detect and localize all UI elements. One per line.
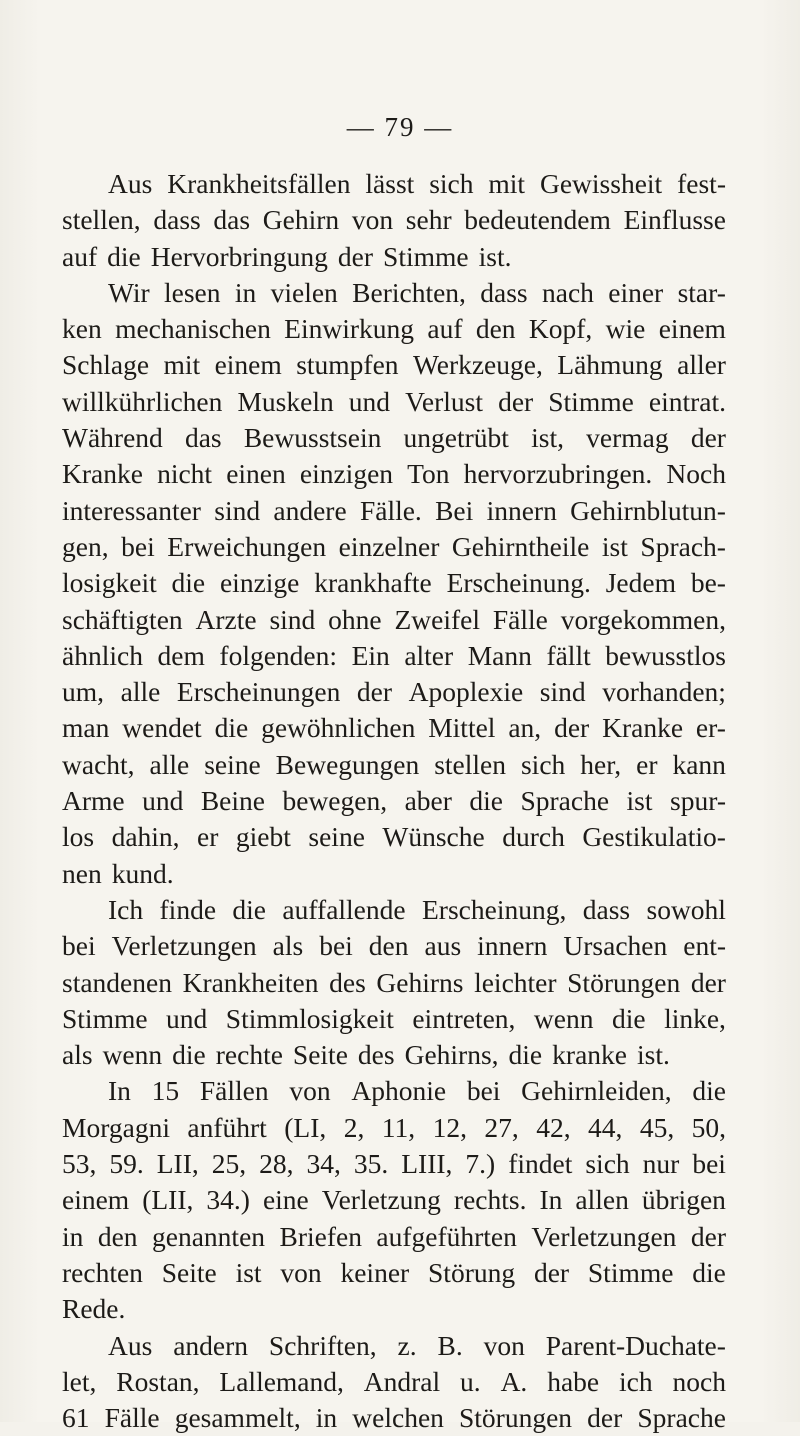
text-line: Aus Krankheitsfällen lässt sich mit Gewissheit fest- (108, 168, 726, 199)
text-line: um, alle Erscheinungen der Apoplexie sind vorhanden; (62, 676, 726, 708)
text-line: los dahin, er giebt seine Wünsche durch Gestikulatio- (62, 821, 726, 853)
text-line: standenen Krankheiten des Gehirns leichter Störungen der (62, 966, 726, 998)
text-line: let, Rostan, Lallemand, Andral u. A. habe ich noch (62, 1365, 726, 1397)
text-line: Kranke nicht einen einzigen Ton hervorzubringen. Noch (62, 458, 726, 490)
text-line: Schlage mit einem stumpfen Werkzeuge, Lähmung aller (62, 349, 726, 381)
text-line: Wir lesen in vielen Berichten, dass nach einer star- (108, 276, 726, 308)
text-line: in den genannten Briefen aufgeführten Verletzungen der (62, 1220, 726, 1252)
text-line: interessanter sind andere Fälle. Bei innern Gehirnblutun- (62, 494, 726, 526)
text-line: In 15 Fällen von Aphonie bei Gehirnleiden, die (108, 1075, 726, 1107)
text-line: Rede. (62, 1293, 126, 1325)
text-line: 61 Fälle gesammelt, in welchen Störungen der Sprache (62, 1402, 726, 1434)
text-line: rechten Seite ist von keiner Störung der Stimme die (62, 1256, 726, 1288)
text-line: auf die Hervorbringung der Stimme ist. (62, 240, 512, 272)
text-line: losigkeit die einzige krankhafte Erscheinung. Jedem be- (62, 567, 726, 599)
text-line: ken mechanischen Einwirkung auf den Kopf, wie einem (62, 313, 726, 345)
text-line: schäftigten Arzte sind ohne Zweifel Fälle vorgekommen, (62, 603, 726, 635)
text-line: Morgagni anführt (LI, 2, 11, 12, 27, 42, 44, 45, 50, (62, 1111, 726, 1143)
text-line: man wendet die gewöhnlichen Mittel an, der Kranke er- (62, 712, 726, 744)
text-line: 53, 59. LII, 25, 28, 34, 35. LIII, 7.) findet sich nur bei (62, 1148, 726, 1180)
text-line: nen kund. (62, 857, 174, 889)
text-line: wacht, alle seine Bewegungen stellen sich her, er kann (62, 748, 726, 780)
text-line: Stimme und Stimmlosigkeit eintreten, wenn die linke, (62, 1002, 726, 1034)
text-line: Während das Bewusstsein ungetrübt ist, vermag der (62, 422, 726, 454)
text-line: Ich finde die auffallende Erscheinung, dass sowohl (108, 893, 726, 925)
text-line: bei Verletzungen als bei den aus innern Ursachen ent- (62, 930, 726, 962)
text-line: Aus andern Schriften, z. B. von Parent-Duchate- (108, 1329, 726, 1361)
text-line: Arme und Beine bewegen, aber die Sprache ist spur- (62, 785, 726, 817)
text-line: stellen, dass das Gehirn von sehr bedeutendem Einflusse (62, 204, 726, 236)
text-line: einem (LII, 34.) eine Verletzung rechts. In allen übrigen (62, 1184, 726, 1216)
page-number: — 79 — (346, 112, 454, 142)
text-line: ähnlich dem folgenden: Ein alter Mann fällt bewusstlos (62, 639, 726, 671)
text-line: als wenn die rechte Seite des Gehirns, die kranke ist. (62, 1039, 670, 1071)
body-text (62, 166, 726, 1436)
text-line: willkührlichen Muskeln und Verlust der Stimme eintrat. (62, 385, 726, 417)
text-line: gen, bei Erweichungen einzelner Gehirntheile ist Sprach- (62, 530, 726, 562)
